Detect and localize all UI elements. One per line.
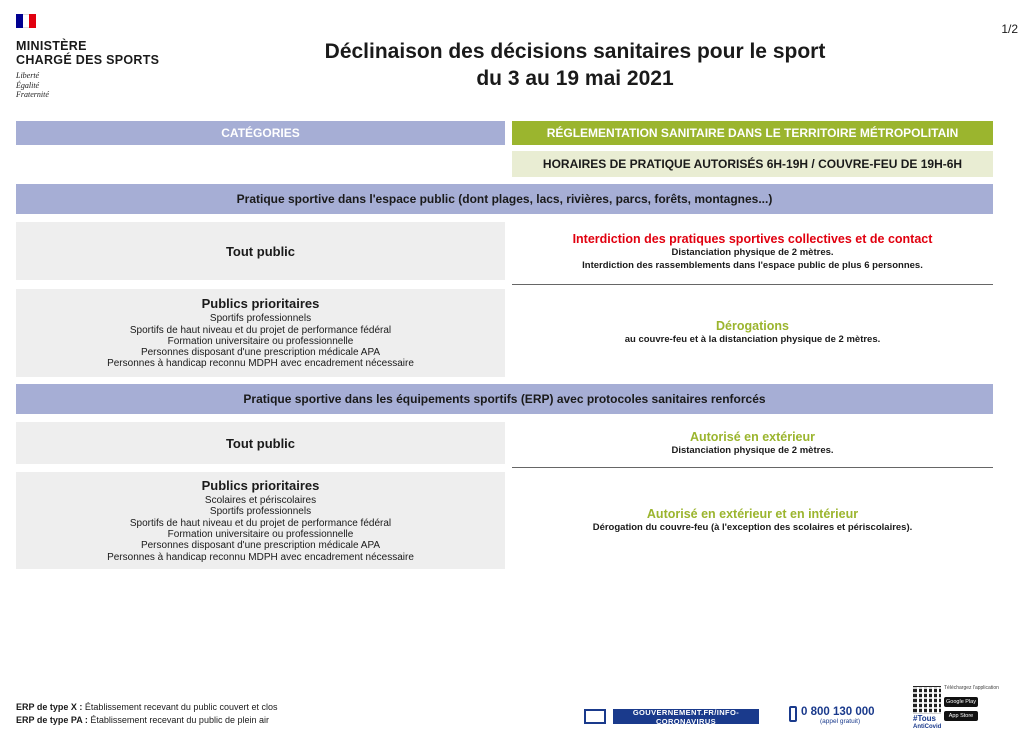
rule-line: au couvre-feu et à la distanciation physique de 2 mètres. <box>624 333 881 345</box>
campaign-line1: #Tous <box>913 714 936 723</box>
category-detail: Personnes disposant d'une prescription médicale APA <box>140 540 381 552</box>
category-detail: Sportifs de haut niveau et du projet de performance fédéral <box>129 517 392 529</box>
erp-x-text: Établissement recevant du public couvert et clos <box>84 702 278 712</box>
row-divider <box>512 284 993 285</box>
campaign-line2: AntiCovid <box>913 724 942 730</box>
app-store-badge[interactable]: App Store <box>944 711 978 721</box>
motto-egalite: Égalité <box>16 80 40 90</box>
rule-title: Dérogations <box>716 318 789 333</box>
section-erp-header: Pratique sportive dans les équipements sportifs (ERP) avec protocoles sanitaires renforcés <box>16 384 993 414</box>
gov-info-link[interactable]: GOUVERNEMENT.FR/INFO-CORONAVIRUS <box>613 709 759 724</box>
rule-line: Distanciation physique de 2 mètres. <box>671 444 834 456</box>
motto-liberte: Liberté <box>16 71 40 80</box>
phone-icon <box>789 706 797 722</box>
rule-all-public-2 <box>512 426 993 460</box>
erp-x-definition <box>16 701 277 714</box>
ministry-name-line2: CHARGÉ DES SPORTS <box>16 53 160 67</box>
rule-line: Interdiction des rassemblements dans l'espace public de plus 6 personnes. <box>582 260 923 271</box>
rule-line: Distanciation physique de 2 mètres. <box>671 247 834 258</box>
category-title: Publics prioritaires <box>201 478 320 494</box>
erp-pa-label: ERP de type PA : <box>16 715 88 725</box>
categories-header: CATÉGORIES <box>16 121 505 145</box>
rule-priority-1 <box>512 312 993 352</box>
motto-fraternite: Fraternité <box>16 90 49 99</box>
phone-note: (appel gratuit) <box>820 718 861 725</box>
category-all-public-1 <box>16 222 505 280</box>
category-detail: Personnes à handicap reconnu MDPH avec encadrement nécessaire <box>107 358 414 370</box>
qr-code-pattern <box>913 686 941 714</box>
erp-x-label: ERP de type X : <box>16 702 83 712</box>
regulation-header: RÉGLEMENTATION SANITAIRE DANS LE TERRITOIRE MÉTROPOLITAIN <box>512 121 993 145</box>
french-flag-icon <box>16 14 36 28</box>
hours-header: HORAIRES DE PRATIQUE AUTORISÉS 6H-19H / COUVRE-FEU DE 19H-6H <box>512 151 993 177</box>
google-play-badge[interactable]: Google Play <box>944 697 978 707</box>
category-title: Tout public <box>225 243 296 259</box>
category-detail: Formation universitaire ou professionnelle <box>167 529 354 540</box>
ministry-name-line1: MINISTÈRE <box>16 39 87 53</box>
republic-motto <box>16 71 49 100</box>
rule-title: Interdiction des pratiques sportives collectives et de contact <box>572 232 933 246</box>
rule-all-public-1 <box>512 228 993 276</box>
section-public-space-header: Pratique sportive dans l'espace public (dont plages, lacs, rivières, parcs, forêts, montagnes...) <box>16 184 993 214</box>
phone-number[interactable]: 0 800 130 000 <box>801 706 875 718</box>
category-detail: Sportifs professionnels <box>209 506 312 518</box>
category-priority-2 <box>16 472 505 569</box>
category-detail: Formation universitaire ou professionnelle <box>167 335 354 347</box>
rule-title: Autorisé en extérieur et en intérieur <box>646 506 859 521</box>
erp-pa-definition <box>16 714 269 727</box>
category-detail: Personnes disposant d'une prescription médicale APA <box>140 347 381 359</box>
page-number: 1/2 <box>1001 22 1018 36</box>
page-title-line2: du 3 au 19 mai 2021 <box>476 67 674 90</box>
category-detail: Sportifs de haut niveau et du projet de performance fédéral <box>129 324 392 336</box>
rule-priority-2 <box>512 502 993 538</box>
category-title: Publics prioritaires <box>201 296 320 312</box>
category-detail: Sportifs professionnels <box>209 313 312 325</box>
category-priority-1 <box>16 289 505 377</box>
page-title-line1: Déclinaison des décisions sanitaires pour le sport <box>324 40 826 63</box>
page-title <box>240 38 910 92</box>
erp-pa-text: Établissement recevant du public de plein air <box>90 715 269 725</box>
category-detail: Scolaires et périscolaires <box>204 495 317 507</box>
category-detail: Personnes à handicap reconnu MDPH avec encadrement nécessaire <box>107 551 414 563</box>
ministry-logo <box>16 39 159 67</box>
rule-line: Dérogation du couvre-feu (à l'exception des scolaires et périscolaires). <box>592 521 913 533</box>
category-all-public-2 <box>16 422 505 464</box>
computer-icon <box>584 709 606 724</box>
store-header: Téléchargez l'application <box>944 685 999 691</box>
row-divider <box>512 467 993 468</box>
category-title: Tout public <box>225 435 296 451</box>
tousanticovid-logo <box>913 715 941 731</box>
rule-title: Autorisé en extérieur <box>689 429 816 444</box>
